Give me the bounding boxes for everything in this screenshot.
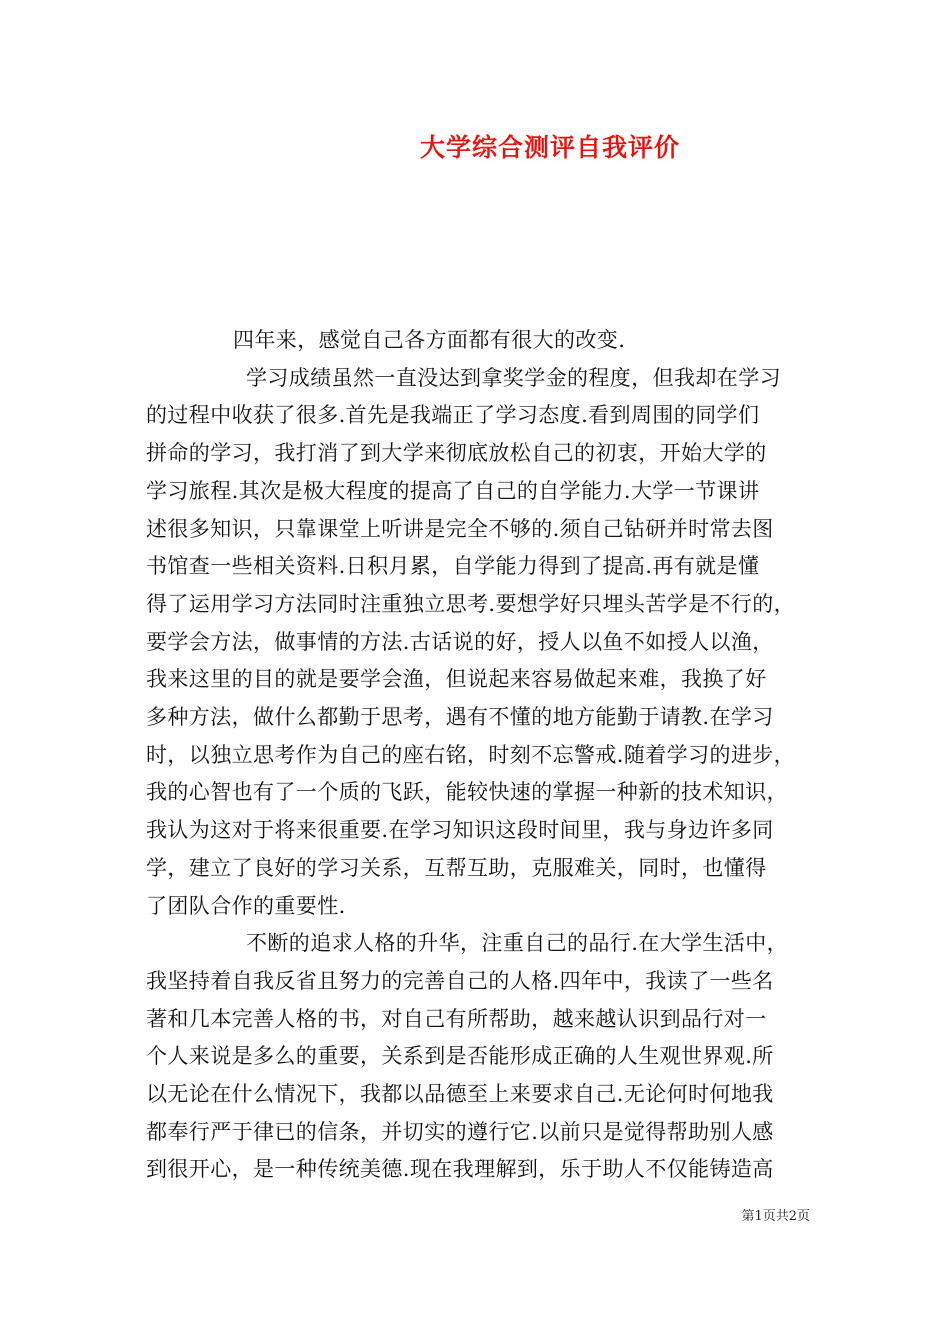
paragraph-line: 拼命的学习，我打消了到大学来彻底放松自己的初衷，开始大学的 (146, 441, 767, 466)
paragraph-line: 以无论在什么情况下，我都以品德至上来要求自己.无论何时何地我 (146, 1082, 774, 1107)
paragraph-line: 不断的追求人格的升华，注重自己的品行.在大学生活中， (246, 931, 789, 956)
document-body (146, 322, 808, 1189)
paragraph-line: 我的心智也有了一个质的飞跃，能较快速的掌握一种新的技术知识， (146, 780, 788, 805)
paragraph-line: 四年来，感觉自己各方面都有很大的改变. (233, 328, 626, 352)
paragraph-line: 时，以独立思考作为自己的座右铭，时刻不忘警戒.随着学习的进步， (146, 742, 796, 767)
page-number: 第1页共2页 (741, 1209, 810, 1224)
paragraph-line: 学习旅程.其次是极大程度的提高了自己的自学能力.大学一节课讲 (146, 478, 760, 503)
paragraph-line: 书馆查一些相关资料.日积月累，自学能力得到了提高.再有就是懂 (146, 554, 760, 579)
paragraph-line: 的过程中收获了很多.首先是我端正了学习态度.看到周围的同学们 (146, 403, 760, 428)
paragraph-line: 得了运用学习方法同时注重独立思考.要想学好只埋头苦学是不行的， (146, 591, 796, 616)
paragraph-line: 到很开心，是一种传统美德.现在我理解到，乐于助人不仅能铸造高 (146, 1157, 774, 1182)
paragraph-line: 我坚持着自我反省且努力的完善自己的人格.四年中，我读了一些名 (146, 968, 774, 993)
paragraph-line: 要学会方法，做事情的方法.古话说的好，授人以鱼不如授人以渔， (146, 629, 774, 654)
paragraph-line: 述很多知识，只靠课堂上听讲是完全不够的.须自己钻研并时常去图 (146, 516, 774, 541)
paragraph-line: 著和几本完善人格的书，对自己有所帮助，越来越认识到品行对一 (146, 1006, 767, 1031)
paragraph-line: 个人来说是多么的重要，关系到是否能形成正确的人生观世界观.所 (146, 1044, 774, 1069)
paragraph-line: 我认为这对于将来很重要.在学习知识这段时间里，我与身边许多同 (146, 818, 774, 843)
document-title: 大学综合测评自我评价 (419, 133, 680, 162)
paragraph-line: 都奉行严于律已的信条，并切实的遵行它.以前只是觉得帮助别人感 (146, 1119, 774, 1144)
paragraph-line: 我来这里的目的就是要学会渔，但说起来容易做起来难，我换了好 (146, 667, 767, 692)
paragraph-line: 学习成绩虽然一直没达到拿奖学金的程度，但我却在学习 (246, 365, 781, 390)
paragraph-line: 了团队合作的重要性. (146, 893, 346, 918)
paragraph-line: 多种方法，做什么都勤于思考，遇有不懂的地方能勤于请教.在学习 (146, 705, 774, 730)
paragraph-line: 学，建立了良好的学习关系，互帮互助，克服难关，同时，也懂得 (146, 855, 767, 880)
